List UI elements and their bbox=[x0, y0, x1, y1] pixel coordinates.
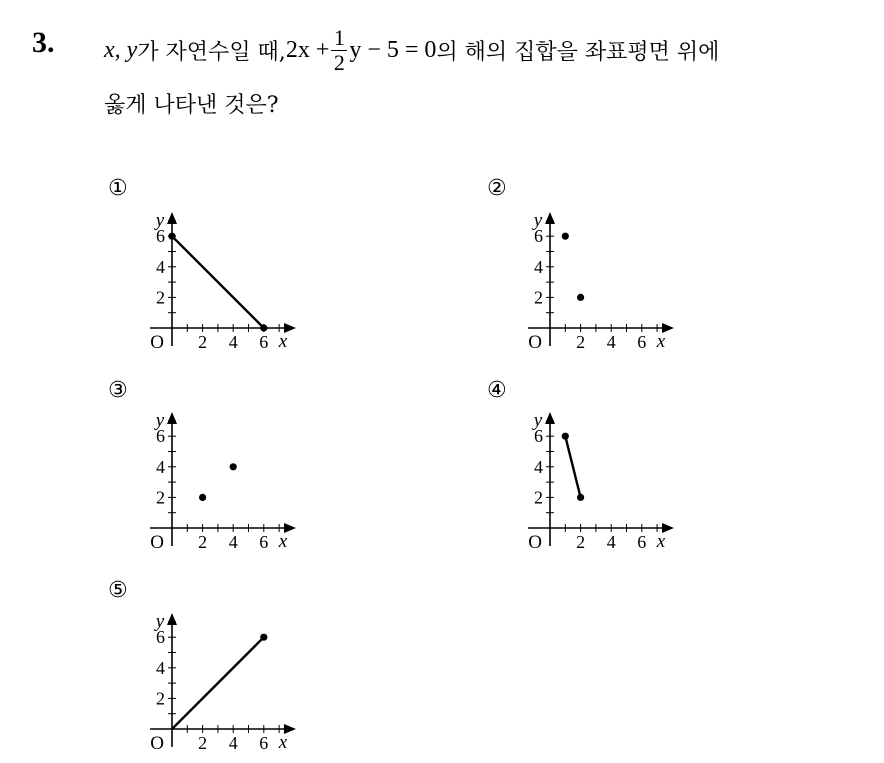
series-line bbox=[172, 637, 264, 729]
choice-label-3[interactable]: ③ bbox=[108, 378, 128, 403]
y-axis-arrow-icon bbox=[167, 613, 177, 625]
origin-label: O bbox=[528, 532, 542, 553]
origin-label: O bbox=[150, 332, 164, 353]
choice-label-5[interactable]: ⑤ bbox=[108, 578, 128, 603]
y-tick-label: 2 bbox=[156, 287, 165, 308]
x-tick-label: 4 bbox=[228, 532, 238, 552]
data-point bbox=[260, 324, 267, 331]
y-tick-label: 2 bbox=[156, 487, 165, 508]
x-tick-label: 2 bbox=[576, 332, 586, 352]
y-tick-label: 4 bbox=[534, 456, 543, 477]
y-axis-label: y bbox=[155, 611, 165, 632]
x-tick-label: 4 bbox=[606, 332, 616, 352]
y-tick-label: 4 bbox=[156, 256, 165, 277]
data-point bbox=[230, 463, 237, 470]
y-axis-arrow-icon bbox=[545, 212, 555, 224]
y-tick-label: 6 bbox=[156, 226, 165, 247]
variables: x, y bbox=[104, 36, 138, 63]
question-number: 3. bbox=[32, 26, 55, 59]
choice-label-1[interactable]: ① bbox=[108, 176, 128, 201]
x-axis-label: x bbox=[278, 331, 288, 352]
x-tick-label: 2 bbox=[576, 532, 586, 552]
y-tick-label: 6 bbox=[534, 226, 543, 247]
origin-label: O bbox=[150, 733, 164, 754]
y-tick-label: 6 bbox=[156, 426, 165, 447]
series-line bbox=[172, 236, 264, 328]
equation-left: 2x + bbox=[285, 36, 330, 63]
y-axis-label: y bbox=[155, 410, 165, 431]
choice-graph-2 bbox=[520, 210, 680, 360]
question-line-2: 옳게 나타낸 것은? bbox=[104, 93, 279, 118]
choice-label-2[interactable]: ② bbox=[487, 176, 507, 201]
data-point bbox=[577, 494, 584, 501]
x-tick-label: 6 bbox=[637, 532, 647, 552]
x-tick-label: 6 bbox=[259, 332, 269, 352]
x-axis-label: x bbox=[656, 331, 666, 352]
x-tick-label: 6 bbox=[259, 532, 269, 552]
x-tick-label: 6 bbox=[637, 332, 647, 352]
y-axis-arrow-icon bbox=[167, 212, 177, 224]
data-point bbox=[168, 233, 175, 240]
equation-right: y − 5 = 0 bbox=[349, 36, 437, 63]
choice-label-4[interactable]: ④ bbox=[487, 378, 507, 403]
x-tick-label: 4 bbox=[606, 532, 616, 552]
y-axis-label: y bbox=[533, 210, 543, 231]
fraction-denominator: 2 bbox=[333, 49, 345, 75]
fraction-numerator: 1 bbox=[333, 24, 345, 50]
x-tick-label: 4 bbox=[228, 733, 238, 753]
x-axis-label: x bbox=[278, 732, 288, 753]
series-line bbox=[565, 436, 580, 497]
fraction bbox=[331, 26, 347, 75]
x-tick-label: 2 bbox=[198, 332, 208, 352]
x-tick-label: 4 bbox=[228, 332, 238, 352]
question-text-2: 의 해의 집합을 좌표평면 위에 bbox=[436, 39, 720, 65]
x-tick-label: 2 bbox=[198, 733, 208, 753]
y-tick-label: 6 bbox=[534, 426, 543, 447]
data-point bbox=[577, 294, 584, 301]
y-axis-arrow-icon bbox=[545, 412, 555, 424]
y-axis-label: y bbox=[155, 210, 165, 231]
data-point bbox=[562, 433, 569, 440]
x-axis-label: x bbox=[278, 531, 288, 552]
y-axis-arrow-icon bbox=[167, 412, 177, 424]
choice-graph-5 bbox=[142, 611, 302, 761]
y-tick-label: 6 bbox=[156, 627, 165, 648]
y-tick-label: 2 bbox=[534, 487, 543, 508]
x-axis-label: x bbox=[656, 531, 666, 552]
y-axis-label: y bbox=[533, 410, 543, 431]
origin-label: O bbox=[150, 532, 164, 553]
x-tick-label: 6 bbox=[259, 733, 269, 753]
question-line-1 bbox=[104, 20, 719, 80]
y-tick-label: 4 bbox=[534, 256, 543, 277]
origin-label: O bbox=[528, 332, 542, 353]
y-tick-label: 2 bbox=[156, 688, 165, 709]
choice-graph-3 bbox=[142, 410, 302, 560]
choice-graph-4 bbox=[520, 410, 680, 560]
data-point bbox=[562, 233, 569, 240]
choice-graph-1 bbox=[142, 210, 302, 360]
y-tick-label: 4 bbox=[156, 657, 165, 678]
question-text-1: 가 자연수일 때, bbox=[137, 39, 286, 65]
y-tick-label: 2 bbox=[534, 287, 543, 308]
y-tick-label: 4 bbox=[156, 456, 165, 477]
data-point bbox=[260, 634, 267, 641]
data-point bbox=[199, 494, 206, 501]
x-tick-label: 2 bbox=[198, 532, 208, 552]
